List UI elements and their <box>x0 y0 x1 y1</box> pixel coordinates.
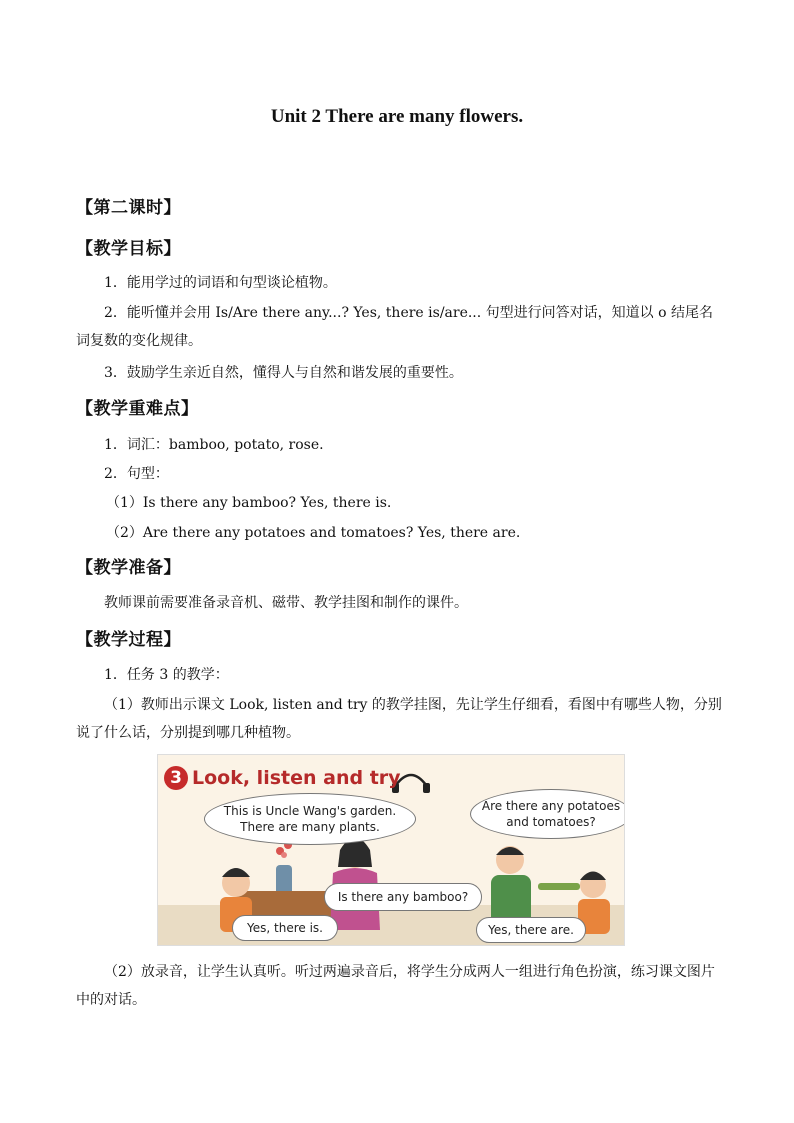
process-step-2: （2）放录音，让学生认真听。听过两遍录音后，将学生分成两人一组进行角色扮演，练习课文图片中的对话。 <box>76 964 715 1008</box>
objective-item-1: 1．能用学过的词语和句型谈论植物。 <box>104 275 337 291</box>
process-task: 1．任务 3 的教学： <box>104 667 229 683</box>
speech-bubble-potatoes: Are there any potatoes and tomatoes? <box>470 789 625 839</box>
preparation-text: 教师课前需要准备录音机、磁带、教学挂图和制作的课件。 <box>104 595 468 611</box>
process-heading: 【教学过程】 <box>76 630 181 650</box>
section-number-badge: 3 <box>164 766 188 790</box>
objective-item-2: 2．能听懂并会用 Is/Are there any...? Yes, there is/are... 句型进行问答对话，知道以 o 结尾名词复数的变化规律。 <box>76 305 713 349</box>
key-point-sub-2: （2）Are there any potatoes and tomatoes? Yes, there are. <box>106 525 521 541</box>
speech-bubble-yes-is: Yes, there is. <box>232 915 338 941</box>
key-points-heading: 【教学重难点】 <box>76 399 199 419</box>
objectives-heading: 【教学目标】 <box>76 239 181 259</box>
speech-bubble-garden: This is Uncle Wang's garden. There are many plants. <box>204 793 416 845</box>
illustration-header-text: Look, listen and try <box>192 767 401 789</box>
key-point-item-1: 1．词汇：bamboo, potato, rose. <box>104 437 324 453</box>
page-title: Unit 2 There are many flowers. <box>270 106 524 127</box>
speech-bubble-bamboo: Is there any bamboo? <box>324 883 482 911</box>
lesson-tag: 【第二课时】 <box>76 198 181 218</box>
speech-bubble-yes-are: Yes, there are. <box>476 917 586 943</box>
key-point-sub-1: （1）Is there any bamboo? Yes, there is. <box>106 495 392 511</box>
illustration-header <box>164 763 401 793</box>
key-point-item-2: 2．句型： <box>104 466 169 482</box>
objective-item-3: 3．鼓励学生亲近自然，懂得人与自然和谐发展的重要性。 <box>104 365 463 381</box>
preparation-heading: 【教学准备】 <box>76 558 181 578</box>
textbook-illustration <box>157 754 625 946</box>
process-step-1: （1）教师出示课文 Look, listen and try 的教学挂图，先让学生仔细看，看图中有哪些人物，分别说了什么话，分别提到哪几种植物。 <box>76 697 722 741</box>
